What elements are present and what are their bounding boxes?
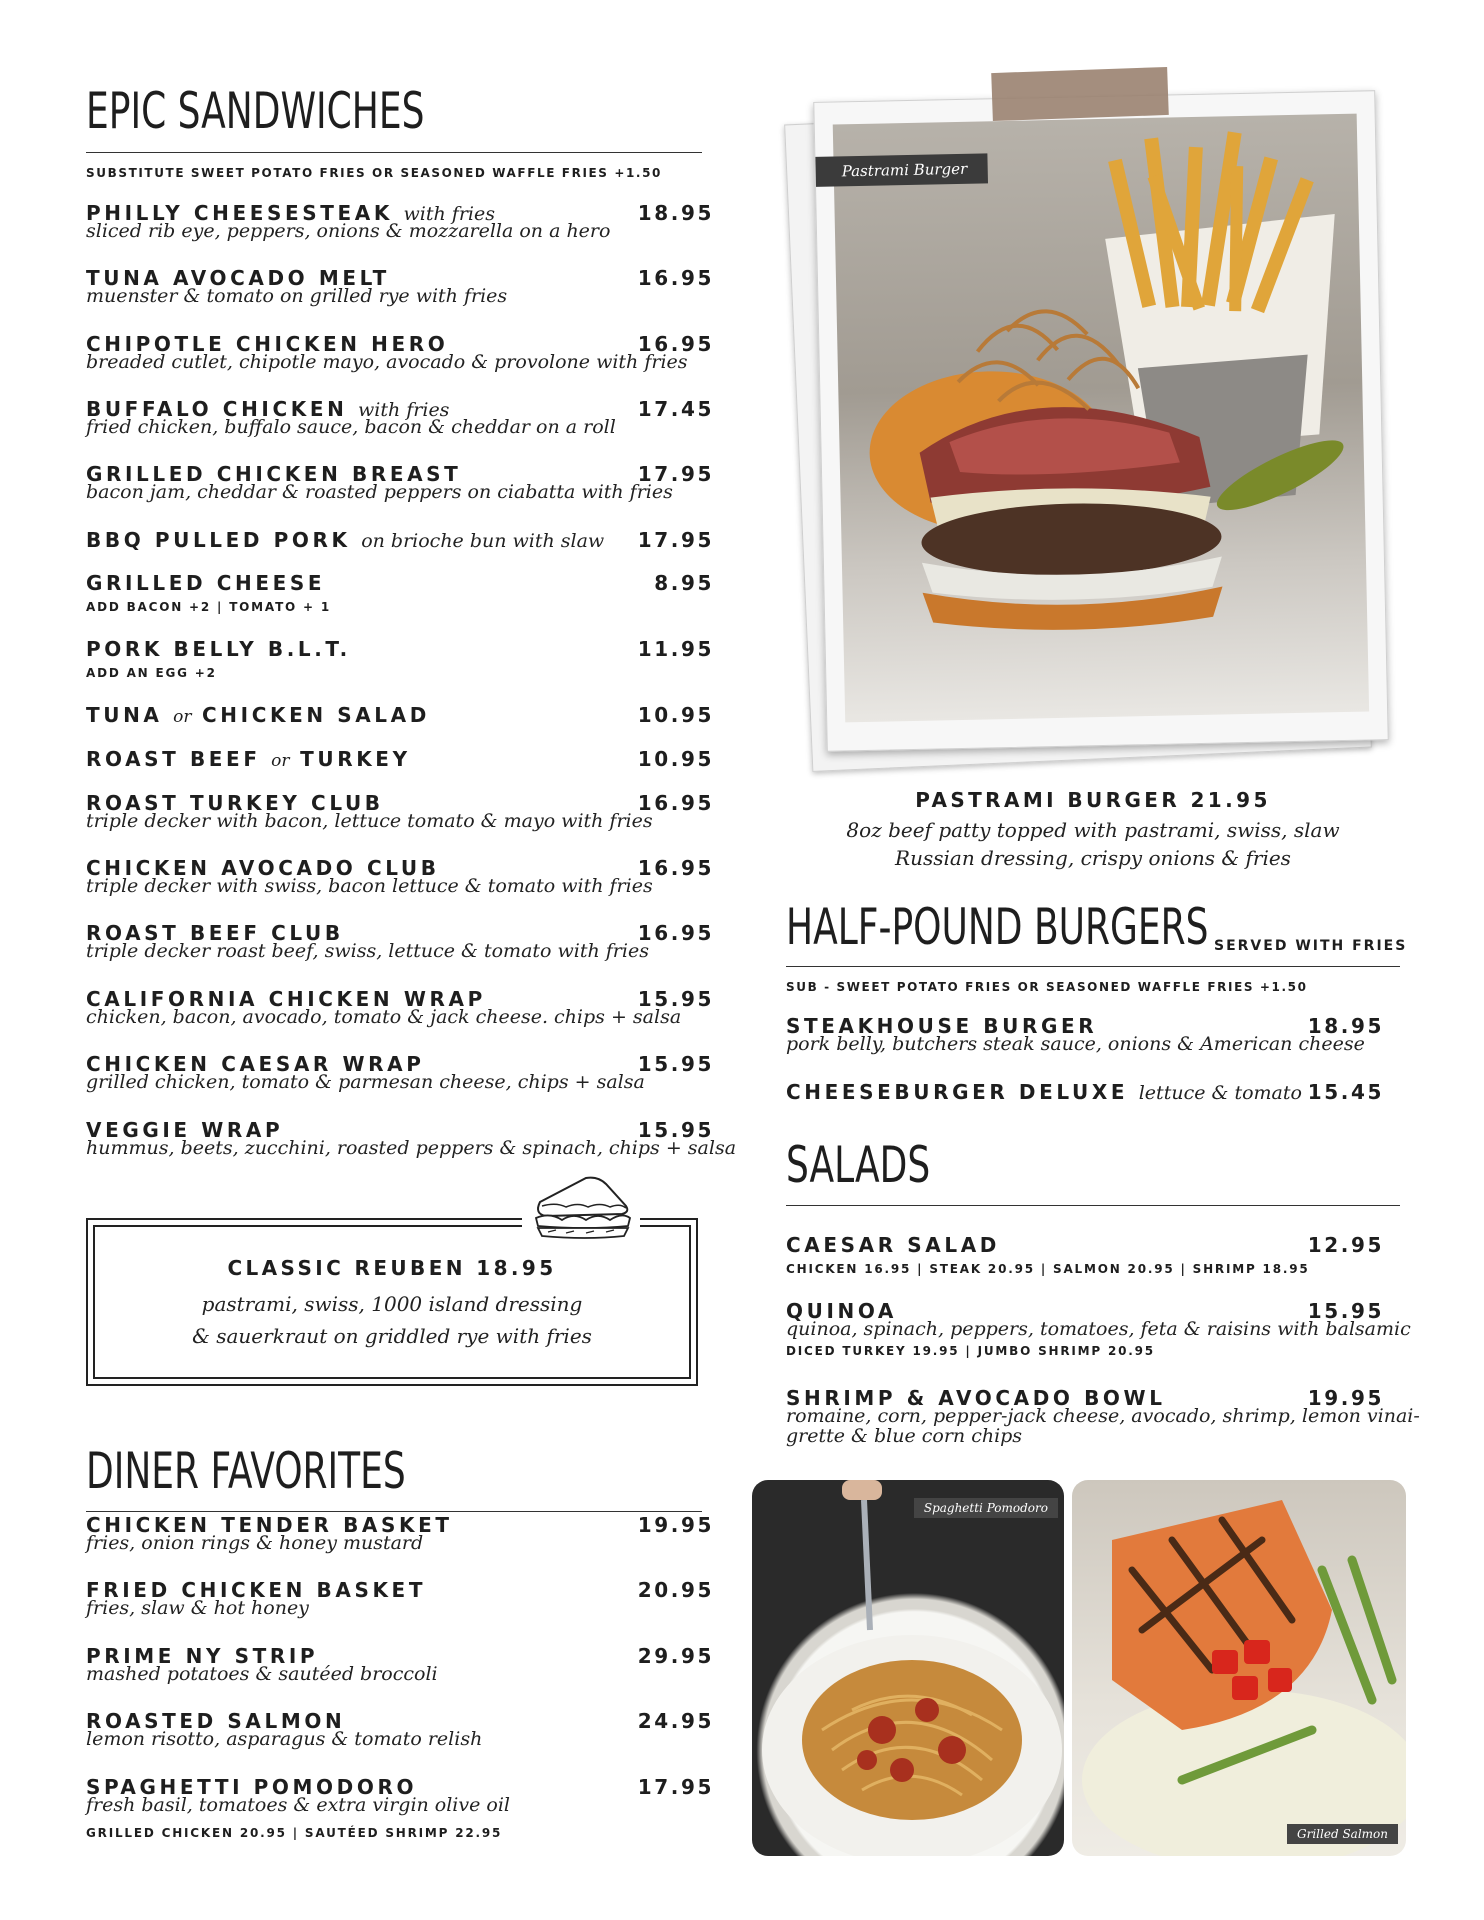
- menu-item: [786, 1015, 1400, 1059]
- item-price: 29.95: [637, 1644, 714, 1668]
- or-connector: or: [271, 751, 290, 771]
- photo-caption-label: Spaghetti Pomodoro: [914, 1498, 1058, 1518]
- item-name: BUFFALO CHICKEN with fries: [86, 397, 450, 421]
- item-price: 10.95: [637, 703, 714, 727]
- item-inline-desc: lettuce & tomato: [1138, 1082, 1302, 1104]
- menu-item: [86, 1052, 714, 1097]
- item-desc: fries, slaw & hot honey: [86, 1597, 309, 1619]
- item-price: 15.95: [1307, 1299, 1384, 1323]
- reuben-desc-line1: pastrami, swiss, 1000 island dressing: [201, 1292, 583, 1316]
- menu-item: [86, 1644, 714, 1689]
- item-price: 16.95: [637, 332, 714, 356]
- item-desc: fresh basil, tomatoes & extra virgin olive oil: [86, 1794, 510, 1816]
- item-addons: ADD AN EGG +2: [86, 666, 217, 680]
- item-name: BBQ PULLED PORK on brioche bun with slaw: [86, 528, 605, 552]
- item-name: ROAST TURKEY CLUB: [86, 791, 384, 815]
- item-name: ROAST BEEF CLUB: [86, 921, 344, 945]
- item-price: 17.95: [637, 528, 714, 552]
- item-desc: triple decker roast beef, swiss, lettuce & tomato with fries: [86, 940, 649, 962]
- reuben-desc-line2: & sauerkraut on griddled rye with fries: [192, 1324, 592, 1348]
- menu-item: [786, 1386, 1420, 1453]
- sandwiches-note: SUBSTITUTE SWEET POTATO FRIES OR SEASONED WAFFLE FRIES +1.50: [86, 166, 662, 180]
- item-desc: quinoa, spinach, peppers, tomatoes, feta & raisins with balsamic: [786, 1318, 1411, 1340]
- divider: [86, 152, 702, 153]
- item-desc: romaine, corn, pepper-jack cheese, avocado, shrimp, lemon vinai-: [786, 1405, 1420, 1427]
- item-price: 8.95: [654, 571, 714, 595]
- photo-caption-label: Pastrami Burger: [815, 153, 987, 187]
- menu-item: [86, 703, 714, 730]
- item-price: 17.45: [637, 397, 714, 421]
- served-with-fries-note: SERVED WITH FRIES: [1214, 938, 1408, 954]
- item-name: PORK BELLY B.L.T.: [86, 637, 351, 661]
- burger-image: [833, 114, 1369, 723]
- item-name: CHICKEN CAESAR WRAP: [86, 1052, 425, 1076]
- item-name: CHEESEBURGER DELUXE lettuce & tomato: [786, 1080, 1302, 1104]
- or-connector: or: [173, 707, 192, 727]
- item-name: GRILLED CHEESE: [86, 571, 326, 595]
- item-desc: triple decker with bacon, lettuce tomato & mayo with fries: [86, 810, 653, 832]
- item-price: 17.95: [637, 462, 714, 486]
- item-price: 10.95: [637, 747, 714, 771]
- item-price: 16.95: [637, 921, 714, 945]
- item-name: CHIPOTLE CHICKEN HERO: [86, 332, 449, 356]
- item-desc: pork belly, butchers steak sauce, onions & American cheese: [786, 1033, 1365, 1055]
- salmon-illustration: [1072, 1480, 1406, 1856]
- item-price: 16.95: [637, 856, 714, 880]
- pastrami-burger-photo: [798, 94, 1388, 774]
- item-name: ROASTED SALMON: [86, 1709, 346, 1733]
- item-name: FRIED CHICKEN BASKET: [86, 1578, 427, 1602]
- item-name: TUNA or CHICKEN SALAD: [86, 703, 430, 727]
- pastrami-burger-title: PASTRAMI BURGER 21.95: [915, 788, 1271, 812]
- item-desc-continued: grette & blue corn chips: [786, 1425, 1023, 1447]
- menu-item: [86, 791, 714, 836]
- item-price: 15.95: [637, 1118, 714, 1142]
- item-price: 16.95: [637, 791, 714, 815]
- divider: [86, 1511, 702, 1512]
- tape-decoration: [991, 67, 1169, 121]
- menu-item: [86, 637, 714, 682]
- item-desc: mashed potatoes & sautéed broccoli: [86, 1663, 438, 1685]
- menu-item: [86, 571, 714, 616]
- photo-caption-label: Grilled Salmon: [1287, 1824, 1398, 1844]
- sandwich-icon: [526, 1172, 636, 1246]
- item-desc: muenster & tomato on grilled rye with fries: [86, 285, 508, 307]
- classic-reuben-box: [86, 1218, 698, 1386]
- item-price: 19.95: [1307, 1386, 1384, 1410]
- spaghetti-illustration: [752, 1480, 1064, 1856]
- menu-item: [86, 266, 714, 311]
- menu-item: [86, 1513, 714, 1558]
- item-name: SHRIMP & AVOCADO BOWL: [786, 1386, 1166, 1410]
- menu-item: [86, 462, 714, 507]
- diner-favorites-title: DINER FAVORITES: [86, 1442, 406, 1500]
- burgers-note: SUB - SWEET POTATO FRIES OR SEASONED WAFFLE FRIES +1.50: [786, 980, 1308, 994]
- item-name: CALIFORNIA CHICKEN WRAP: [86, 987, 486, 1011]
- menu-item: [786, 1081, 1400, 1107]
- item-desc: lemon risotto, asparagus & tomato relish: [86, 1728, 483, 1750]
- item-price: 15.95: [637, 987, 714, 1011]
- reuben-title: CLASSIC REUBEN 18.95: [227, 1256, 557, 1280]
- menu-item: [786, 1234, 1400, 1278]
- item-inline-desc: with fries: [358, 399, 450, 421]
- item-desc: triple decker with swiss, bacon lettuce & tomato with fries: [86, 875, 653, 897]
- half-pound-burgers-title: HALF-POUND BURGERS: [786, 898, 1209, 956]
- pastrami-burger-desc-line1: 8oz beef patty topped with pastrami, swiss, slaw: [846, 818, 1340, 842]
- item-price: 19.95: [637, 1513, 714, 1537]
- menu-item: [86, 1118, 737, 1163]
- item-desc: fries, onion rings & honey mustard: [86, 1532, 424, 1554]
- item-desc: breaded cutlet, chipotle mayo, avocado & provolone with fries: [86, 351, 688, 373]
- item-desc: hummus, beets, zucchini, roasted peppers & spinach, chips + salsa: [86, 1137, 737, 1159]
- item-name: CHICKEN AVOCADO CLUB: [86, 856, 440, 880]
- epic-sandwiches-title: EPIC SANDWICHES: [86, 82, 425, 140]
- item-price: 18.95: [1307, 1014, 1384, 1038]
- item-addons: DICED TURKEY 19.95 | JUMBO SHRIMP 20.95: [786, 1344, 1155, 1358]
- item-price: 16.95: [637, 266, 714, 290]
- pastrami-burger-desc-line2: Russian dressing, crispy onions & fries: [895, 846, 1291, 870]
- item-name: CHICKEN TENDER BASKET: [86, 1513, 453, 1537]
- item-desc: chicken, bacon, avocado, tomato & jack cheese. chips + salsa: [86, 1006, 682, 1028]
- divider: [786, 966, 1400, 967]
- item-name: SPAGHETTI POMODORO: [86, 1775, 418, 1799]
- item-price: 17.95: [637, 1775, 714, 1799]
- item-name: QUINOA: [786, 1299, 897, 1323]
- item-name: STEAKHOUSE BURGER: [786, 1014, 1098, 1038]
- item-price: 18.95: [637, 201, 714, 225]
- menu-item: [86, 332, 714, 377]
- item-price: 20.95: [637, 1578, 714, 1602]
- item-addons: GRILLED CHICKEN 20.95 | SAUTÉED SHRIMP 22.95: [86, 1826, 503, 1840]
- item-name: ROAST BEEF or TURKEY: [86, 747, 411, 771]
- menu-item: [86, 987, 714, 1032]
- item-name: CAESAR SALAD: [786, 1233, 1000, 1257]
- menu-item: [86, 1775, 714, 1846]
- item-addons: CHICKEN 16.95 | STEAK 20.95 | SALMON 20.95 | SHRIMP 18.95: [786, 1262, 1310, 1276]
- menu-item: [86, 201, 714, 246]
- menu-item: [86, 856, 714, 901]
- item-desc: bacon jam, cheddar & roasted peppers on ciabatta with fries: [86, 481, 673, 503]
- menu-item: [86, 528, 714, 555]
- item-price: 24.95: [637, 1709, 714, 1733]
- menu-item: [86, 397, 714, 442]
- item-desc: grilled chicken, tomato & parmesan cheese, chips + salsa: [86, 1071, 645, 1093]
- item-price: 15.45: [1307, 1080, 1384, 1104]
- item-name: GRILLED CHICKEN BREAST: [86, 462, 462, 486]
- item-inline-desc: on brioche bun with slaw: [361, 530, 605, 552]
- spaghetti-pomodoro-photo: [752, 1480, 1064, 1856]
- item-price: 12.95: [1307, 1233, 1384, 1257]
- salads-title: SALADS: [786, 1136, 931, 1194]
- item-name: PRIME NY STRIP: [86, 1644, 319, 1668]
- menu-item: [786, 1299, 1411, 1362]
- photo-frame: [813, 90, 1388, 752]
- menu-item: [86, 747, 714, 774]
- burger-illustration: [833, 114, 1369, 723]
- menu-item: [86, 921, 714, 966]
- item-price: 11.95: [637, 637, 714, 661]
- divider: [786, 1205, 1400, 1206]
- item-inline-desc: with fries: [403, 203, 495, 225]
- item-name: VEGGIE WRAP: [86, 1118, 284, 1142]
- item-name: PHILLY CHEESESTEAK with fries: [86, 201, 495, 225]
- grilled-salmon-photo: [1072, 1480, 1406, 1856]
- item-name: TUNA AVOCADO MELT: [86, 266, 390, 290]
- item-addons: ADD BACON +2 | TOMATO + 1: [86, 600, 332, 614]
- item-desc: fried chicken, buffalo sauce, bacon & cheddar on a roll: [86, 416, 616, 438]
- menu-item: [86, 1709, 714, 1754]
- item-desc: sliced rib eye, peppers, onions & mozzarella on a hero: [86, 220, 611, 242]
- menu-item: [86, 1578, 714, 1623]
- item-price: 15.95: [637, 1052, 714, 1076]
